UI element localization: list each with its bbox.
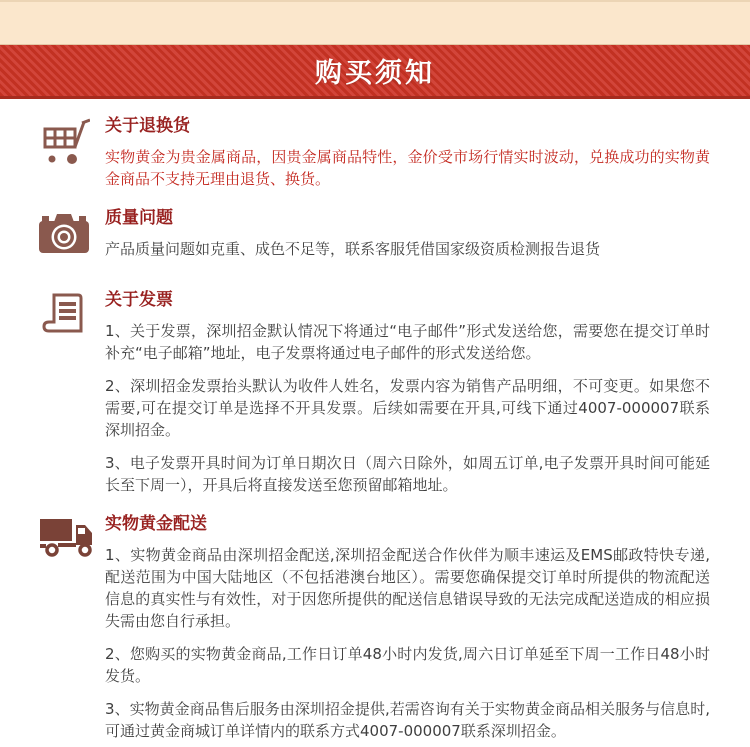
- section-delivery-paragraph-1: 1、实物黄金商品由深圳招金配送,深圳招金配送合作伙伴为顺丰速运及EMS邮政特快专递,配送范围为中国大陆地区（不包括港澳台地区）。需要您确保提交订单时所提供的物流配送信息的真实性与有效性，对于因您所提供的配送信息错误导致的无法完成配送造成的相应损失需由您自行承担。: [105, 546, 710, 630]
- notice-content: [0, 99, 750, 747]
- receipt-icon: [38, 290, 105, 343]
- section-returns-text: [105, 116, 710, 195]
- section-delivery: [38, 514, 710, 747]
- section-returns: [38, 116, 710, 195]
- section-quality-text: [105, 208, 710, 265]
- section-invoice-paragraph-2: 2、深圳招金发票抬头默认为收件人姓名，发票内容为销售产品明细，不可变更。如果您不需要,可在提交订单是选择不开具发票。后续如需要在开具,可线下通过4007-000007联系深圳招金。: [105, 377, 710, 439]
- section-invoice-paragraph-1: 1、关于发票，深圳招金默认情况下将通过“电子邮件”形式发送给您，需要您在提交订单时补充“电子邮箱”地址，电子发票将通过电子邮件的形式发送给您。: [105, 322, 710, 362]
- section-returns-heading: 关于退换货: [105, 116, 190, 136]
- truck-icon: [38, 514, 105, 559]
- section-invoice-text: [105, 290, 710, 501]
- section-quality: [38, 208, 710, 265]
- page-title-banner: [0, 45, 750, 99]
- section-delivery-text: [105, 514, 710, 747]
- section-delivery-paragraph-2: 2、您购买的实物黄金商品,工作日订单48小时内发货,周六日订单延至下周一工作日48小时发货。: [105, 645, 710, 685]
- camera-icon: [38, 208, 105, 255]
- section-delivery-paragraph-3: 3、实物黄金商品售后服务由深圳招金提供,若需咨询有关于实物黄金商品相关服务与信息时,可通过黄金商城订单详情内的联系方式4007-000007联系深圳招金。: [105, 700, 710, 740]
- section-quality-heading: 质量问题: [105, 208, 173, 228]
- top-spacer: [0, 0, 750, 45]
- section-invoice: [38, 290, 710, 501]
- section-invoice-paragraph-3: 3、电子发票开具时间为订单日期次日（周六日除外，如周五订单,电子发票开具时间可能延长至下周一），开具后将直接发送至您预留邮箱地址。: [105, 454, 710, 494]
- section-delivery-heading: 实物黄金配送: [105, 514, 207, 534]
- page-title: 购买须知: [315, 58, 435, 89]
- section-returns-paragraph: 实物黄金为贵金属商品，因贵金属商品特性，金价受市场行情实时波动，兑换成功的实物黄金商品不支持无理由退货、换货。: [105, 148, 710, 188]
- section-quality-paragraph: 产品质量问题如克重、成色不足等，联系客服凭借国家级资质检测报告退货: [105, 240, 601, 258]
- cart-icon: [38, 116, 105, 167]
- section-invoice-heading: 关于发票: [105, 290, 173, 310]
